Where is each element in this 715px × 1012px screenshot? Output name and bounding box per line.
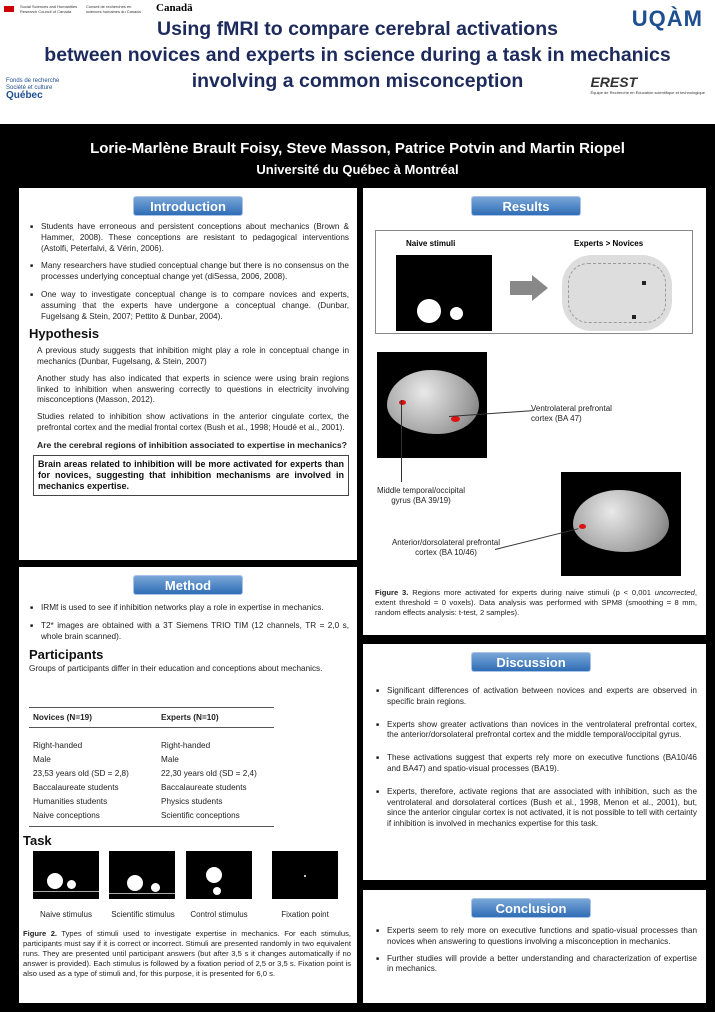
fixation-point-image [272,851,338,899]
conclusion-bullet: ■ Experts seem to rely more on executive functions and spatio-visual processes than novices when answering to questions involving a misconception in mechanics. [375,926,697,948]
results-panel [363,188,706,635]
method-bullet: ■ IRMf is used to see if inhibition networks play a role in expertise in mechanics. [29,603,349,614]
arrow-shaft [510,281,532,295]
table-row [33,780,273,794]
activation-vlpfc [451,416,460,422]
table-cell: Right-handed [33,740,83,750]
dlpfc-label: Anterior/dorsolateral prefrontal cortex (BA 10/46) [391,538,501,557]
intro-bullet: ■ One way to investigate conceptual change is to compare novices and experts, assuming that the experts have undergone a conceptual change. (Dunbar, Fugelsang & Stein, 2007; Pettito & Dunbar, 2004). [29,290,349,322]
fqrsc-line-3: Québec [6,90,43,101]
discussion-bullet: ■ Experts show greater activations than novices in the ventrolateral prefrontal cortex, the anterior/dorsolateral prefrontal cortex and the middle temporal/occipital gyrus. [375,720,697,742]
introduction-panel [19,188,357,560]
table-cell: Right-handed [161,740,211,750]
method-body [29,603,349,679]
conclusion-body [375,926,697,982]
figure-3-label: Figure 3. [375,588,409,597]
table-cell: Baccalaureate students [161,782,247,792]
naive-stimuli-label: Naive stimuli [406,239,456,248]
table-header-row [33,710,273,724]
participants-table-body [33,738,273,822]
activation-blob [642,281,646,285]
table-cell: Male [33,754,51,764]
conclusion-heading: Conclusion [471,898,591,918]
table-cell: Scientific conceptions [161,810,240,820]
poster-header [0,0,715,124]
sshrc-logo [4,4,146,14]
table-cell: 23,53 years old (SD = 2,8) [33,768,129,778]
figure-2-caption [23,929,351,979]
table-cell: Naive conceptions [33,810,100,820]
participants-table-top-rule [29,707,274,708]
discussion-bullet: ■ These activations suggest that experts rely more on executive functions (BA10/46 and BA47) and spatio-visual processes (BA19). [375,753,697,775]
activation-dlpfc [579,524,586,529]
naive-stimulus-image [33,851,99,899]
method-panel [19,567,357,1003]
table-cell: 22,30 years old (SD = 2,4) [161,768,257,778]
method-heading: Method [133,575,243,595]
results-heading: Results [471,196,581,216]
small-ball [213,887,221,895]
glass-brain-outline [568,263,666,323]
discussion-bullet: ■ Experts, therefore, activate regions that are associated with inhibition, such as the ventrolateral and dorsolateral cortices (Bush et al., 1998, Menon et al., 2001), but, since the anterior cingular cortex is not activated, it is not possible to tell with certainty if inhibition is involved in mechanics expertise for this task. [375,787,697,830]
fixation-dot [304,875,306,877]
experts-novices-label: Experts > Novices [574,239,644,248]
naive-stimulus-thumbnail [396,255,492,331]
introduction-body [29,222,349,496]
crsh-text: Conseil de recherches en sciences humaines du Canada [86,4,141,14]
canada-flag-icon [4,6,14,12]
participants-table-mid-rule [29,727,274,728]
small-ball [450,307,463,320]
conclusion-bullet: ■ Further studies will provide a better understanding and characterization of expertise in mechanics. [375,954,697,976]
task-heading: Task [23,833,52,848]
large-ball [206,867,222,883]
fqrsc-line-1: Fonds de recherche [6,78,60,84]
discussion-body [375,686,697,837]
participants-intro: Groups of participants differ in their education and conceptions about mechanics. [29,664,323,674]
floor-line [109,893,175,894]
title-line-3: involving a common misconception [191,70,524,92]
discussion-panel [363,644,706,880]
brain-image [573,490,669,552]
participants-table-bottom-rule [29,826,274,827]
small-ball [151,883,160,892]
stimulus-label: Fixation point [281,910,329,919]
hypothesis-paragraph: Studies related to inhibition show activations in the anterior cingulate cortex, the prefrontal cortex and the medial frontal cortex (Bush et al., 1998; Houdé et al., 2001). [37,412,349,432]
introduction-heading: Introduction [133,196,243,216]
large-ball [47,873,63,889]
scientific-stimulus-image [109,851,175,899]
stimulus-label: Scientific stimulus [111,910,175,919]
erest-subtext: Équipe de Recherche en Éducation scientifique et technologique [590,90,705,95]
conclusion-panel [363,890,706,1003]
stimulus-label: Naive stimulus [39,910,92,919]
title-line-1: Using fMRI to compare cerebral activations [157,18,558,40]
method-bullet: ■ T2* images are obtained with a 3T Siemens TRIO TIM (12 channels, TR = 2,0 s, whole brain scanned). [29,621,349,643]
figure-2-text: Types of stimuli used to investigate expertise in mechanics. For each stimulus, participants must say if it is correct or incorrect. Stimuli are presented randomly in two equivalent runs. They are presented until participant answers (but after 3,5 s it changes automatically if no answer is provided). Each stimulus is followed by a fixation period of 2,5 or 3,5 s. Fixation point is also used as a type of stimuli and, for this purpose, it is presented for 6,0 s. [23,929,352,978]
brain-render-lateral [377,352,487,458]
table-header-experts: Experts (N=10) [161,712,219,722]
figure-3-italic: uncorrected [654,588,695,597]
research-question: Are the cerebral regions of inhibition associated to expertise in mechanics? [37,439,347,450]
table-cell: Baccalaureate students [33,782,119,792]
erest-logo [590,74,705,95]
large-ball [127,875,143,891]
title-line-2: between novices and experts in science during a task in mechanics [44,44,671,66]
figure-2-label: Figure 2. [23,929,58,938]
table-row [33,808,273,822]
hypothesis-heading: Hypothesis [29,326,100,342]
table-row [33,766,273,780]
participants-table [33,710,273,724]
erest-text: EREST [590,74,638,90]
hypothesis-box: Brain areas related to inhibition will be more activated for experts than for novices, suggesting that inhibition mechanisms are involved in mechanics expertise. [33,455,349,496]
authors: Lorie-Marlène Brault Foisy, Steve Masson, Patrice Potvin and Martin Riopel [90,140,625,157]
university: Université du Québec à Montréal [256,162,459,177]
intro-bullet: ■ Many researchers have studied conceptual change but there is no consensus on the processes underlying conceptual change yet (diSessa, 2006, 2008). [29,261,349,283]
table-header-novices: Novices (N=19) [33,712,92,722]
large-ball [417,299,441,323]
fqrsc-line-2: Société et culture [6,85,53,91]
glass-brain-image [562,255,672,331]
control-stimulus-image [186,851,252,899]
uqam-logo: UQÀM [631,6,703,31]
hypothesis-paragraph: Another study has also indicated that experts in science were using brain regions linked to inhibition when answering correctly to questions in electricity involving misconceptions (Masson, 2012). [37,373,349,405]
activation-blob [632,315,636,319]
intro-bullet: ■ Students have erroneous and persistent conceptions about mechanics (Brown & Hammer, 2008). These conceptions are resistant to pedagogical interventions (Astolfi, Peterfalvi, & Vérin, 2006). [29,222,349,254]
arrow-right-icon [532,275,548,301]
table-cell: Physics students [161,796,223,806]
figure-3-text: Regions more activated for experts during naive stimuli (p < 0,001 [408,588,655,597]
hypothesis-paragraph: A previous study suggests that inhibition might play a role in conceptual change in mechanics (Dunbar, Fugelsang, & Stein, 2007) [37,346,349,366]
vlpfc-label: Ventrolateral prefrontal cortex (BA 47) [531,404,612,423]
mtg-pointer-line [401,400,402,482]
floor-line [33,891,99,892]
table-row [33,794,273,808]
figure-3-caption [375,588,697,618]
discussion-bullet: ■ Significant differences of activation between novices and experts are observed in specific brain regions. [375,686,697,708]
discussion-heading: Discussion [471,652,591,672]
table-cell: Male [161,754,179,764]
participants-heading: Participants [29,647,104,663]
canada-wordmark: Canadä [156,2,193,14]
table-cell: Humanities students [33,796,108,806]
table-row [33,752,273,766]
results-contrast-figure [375,230,693,334]
figure-3-text: , extent threshold = 0 voxels). Data analysis was performed with SPM8 (smoothing = 8 mm, random effects analysis: t-test, 2 samples). [375,588,698,617]
fqrsc-logo [6,78,59,99]
sshrc-text: Social Sciences and Humanities Research Council of Canada [20,4,78,14]
brain-render-anterior [561,472,681,576]
stimulus-label: Control stimulus [190,910,248,919]
mtg-label: Middle temporal/occipital gyrus (BA 39/19) [376,486,466,505]
small-ball [67,880,76,889]
table-row [33,738,273,752]
